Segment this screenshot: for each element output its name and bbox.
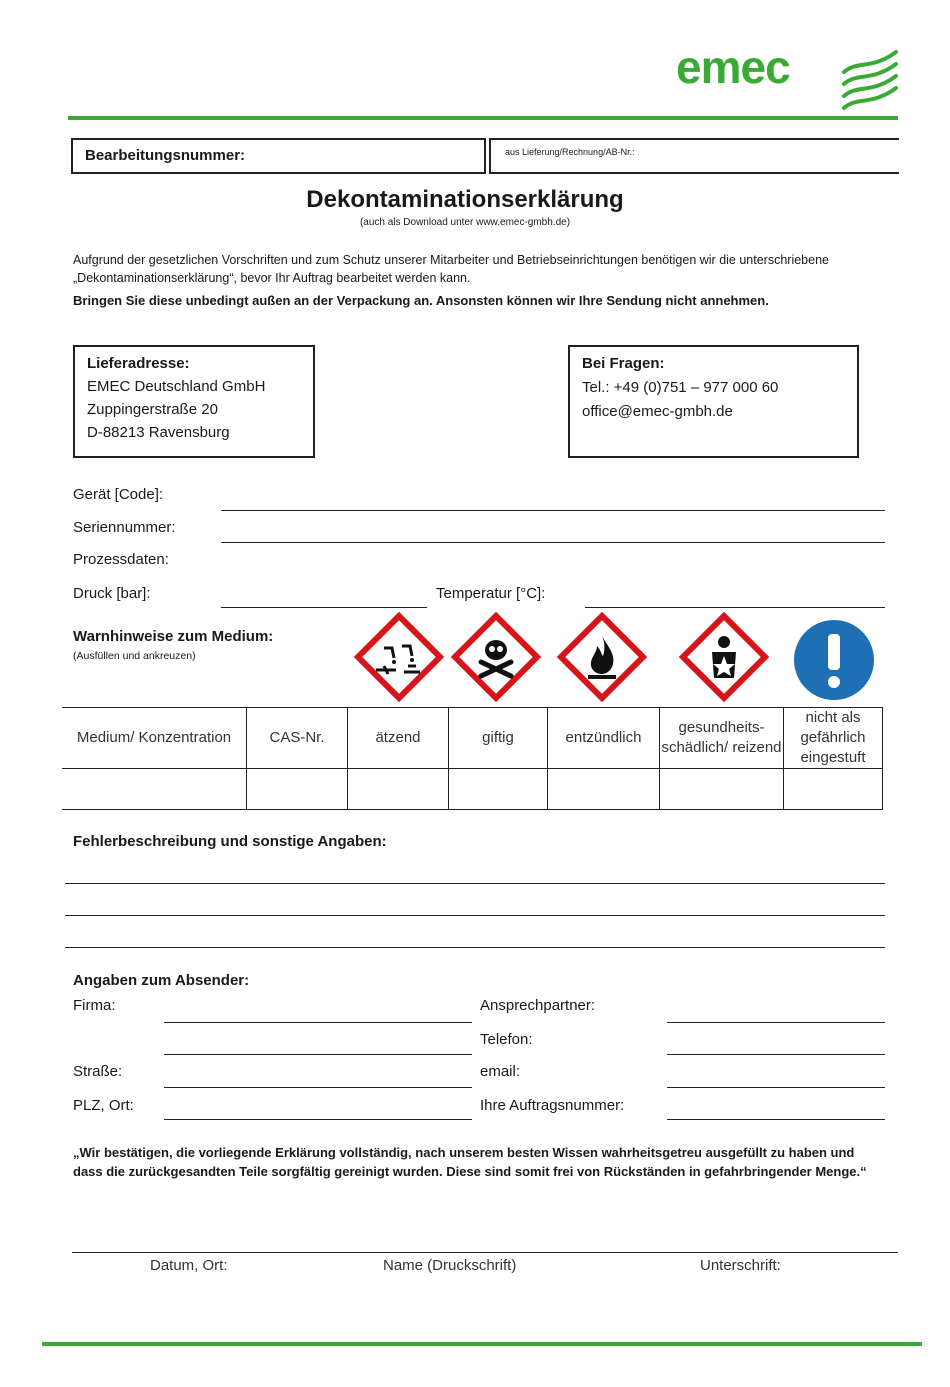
pressure-input[interactable] bbox=[221, 607, 427, 608]
reference-number-field[interactable] bbox=[489, 138, 899, 174]
email-label: email: bbox=[480, 1063, 521, 1080]
flammable-cell[interactable] bbox=[548, 769, 660, 810]
fault-line-3[interactable] bbox=[65, 947, 885, 948]
device-code-input[interactable] bbox=[221, 510, 885, 511]
toxic-cell[interactable] bbox=[449, 769, 548, 810]
street-label: Straße: bbox=[73, 1063, 123, 1080]
processing-number-field[interactable] bbox=[71, 138, 486, 174]
header-corrosive: ätzend bbox=[348, 708, 449, 769]
fault-heading: Fehlerbeschreibung und sonstige Angaben: bbox=[73, 833, 387, 850]
contact-email[interactable]: office@emec-gmbh.de bbox=[582, 403, 733, 420]
not-dangerous-cell[interactable] bbox=[784, 769, 883, 810]
address-line: D-88213 Ravensburg bbox=[87, 424, 230, 441]
temperature-label: Temperatur [°C]: bbox=[436, 585, 546, 602]
page-subtitle: (auch als Download unter www.emec-gmbh.de) bbox=[359, 217, 571, 228]
zip-city-input[interactable] bbox=[164, 1119, 472, 1120]
header-not-dangerous: nicht als gefährlich eingestuft bbox=[784, 708, 883, 769]
intro-bold-text: Bringen Sie diese unbedingt außen an der Verpackung an. Ansonsten können wir Ihre Sendung nicht annehmen. bbox=[73, 293, 769, 308]
process-data-label: Prozessdaten: bbox=[73, 551, 169, 568]
company-label: Firma: bbox=[73, 997, 116, 1014]
table-row bbox=[62, 769, 883, 810]
contact-phone: Tel.: +49 (0)751 – 977 000 60 bbox=[582, 379, 779, 396]
reference-label: aus Lieferung/Rechnung/AB-Nr.: bbox=[505, 147, 635, 157]
skull-crossbones-icon bbox=[451, 612, 541, 702]
header-cas: CAS-Nr. bbox=[247, 708, 348, 769]
company-input[interactable] bbox=[164, 1022, 472, 1023]
contact-person-label: Ansprechpartner: bbox=[480, 997, 596, 1014]
street-input[interactable] bbox=[164, 1087, 472, 1088]
serial-number-label: Seriennummer: bbox=[73, 519, 176, 536]
delivery-address-box bbox=[73, 345, 315, 458]
email-input[interactable] bbox=[667, 1087, 885, 1088]
address-line: EMEC Deutschland GmbH bbox=[87, 378, 266, 395]
address-line: Zuppingerstraße 20 bbox=[87, 401, 218, 418]
sender-heading: Angaben zum Absender: bbox=[73, 972, 250, 989]
order-number-label: Ihre Auftragsnummer: bbox=[480, 1097, 625, 1114]
header-harmful: gesundheits- schädlich/ reizend bbox=[660, 708, 784, 769]
phone-input[interactable] bbox=[667, 1054, 885, 1055]
corrosive-icon bbox=[354, 612, 444, 702]
contact-heading: Bei Fragen: bbox=[582, 355, 665, 372]
warnings-heading: Warnhinweise zum Medium: bbox=[73, 628, 274, 645]
pressure-label: Druck [bar]: bbox=[73, 585, 151, 602]
contact-person-input[interactable] bbox=[667, 1022, 885, 1023]
harmful-cell[interactable] bbox=[660, 769, 784, 810]
header-medium: Medium/ Konzentration bbox=[62, 708, 247, 769]
fault-line-1[interactable] bbox=[65, 883, 885, 884]
header-flammable: entzündlich bbox=[548, 708, 660, 769]
name-label: Name (Druckschrift) bbox=[383, 1257, 517, 1274]
cas-cell[interactable] bbox=[247, 769, 348, 810]
media-table bbox=[62, 707, 883, 810]
flame-icon bbox=[557, 612, 647, 702]
warnings-subheading: (Ausfüllen und ankreuzen) bbox=[73, 650, 196, 662]
contact-box bbox=[568, 345, 859, 458]
signature-line[interactable] bbox=[72, 1252, 898, 1253]
header-toxic: giftig bbox=[449, 708, 548, 769]
exclamation-icon bbox=[792, 618, 876, 702]
header-rule bbox=[68, 116, 898, 120]
intro-text: Aufgrund der gesetzlichen Vorschriften und zum Schutz unserer Mitarbeiter und Betriebseinrichtungen benötigen wir die unterschriebene „Dekontaminationserklärung“, bevor Ihr Auftrag bearbeitet werden kann. bbox=[73, 253, 829, 285]
health-hazard-icon bbox=[679, 612, 769, 702]
page-title: Dekontaminationserklärung bbox=[306, 186, 624, 213]
signature-label: Unterschrift: bbox=[700, 1257, 781, 1274]
declaration-text: „Wir bestätigen, die vorliegende Erklärung vollständig, nach unserem besten Wissen wahrheitsgetreu ausgefüllt zu haben und dass die zurückgesandten Teile sorgfältig gereinigt wurden. Diese sind somit frei von Rückständen in gefahrbringender Menge.“ bbox=[73, 1145, 867, 1179]
fault-line-2[interactable] bbox=[65, 915, 885, 916]
date-place-label: Datum, Ort: bbox=[150, 1257, 228, 1274]
phone-label: Telefon: bbox=[480, 1031, 533, 1048]
table-header-row bbox=[62, 708, 883, 769]
delivery-address-heading: Lieferadresse: bbox=[87, 355, 190, 372]
medium-cell[interactable] bbox=[62, 769, 247, 810]
footer-rule bbox=[42, 1342, 922, 1346]
zip-city-label: PLZ, Ort: bbox=[73, 1097, 134, 1114]
corrosive-cell[interactable] bbox=[348, 769, 449, 810]
emec-logo: emec bbox=[676, 41, 790, 93]
temperature-input[interactable] bbox=[585, 607, 885, 608]
processing-number-label: Bearbeitungsnummer: bbox=[85, 147, 246, 164]
company-input-2[interactable] bbox=[164, 1054, 472, 1055]
device-code-label: Gerät [Code]: bbox=[73, 486, 164, 503]
wave-logo-icon bbox=[838, 46, 900, 112]
serial-number-input[interactable] bbox=[221, 542, 885, 543]
order-number-input[interactable] bbox=[667, 1119, 885, 1120]
